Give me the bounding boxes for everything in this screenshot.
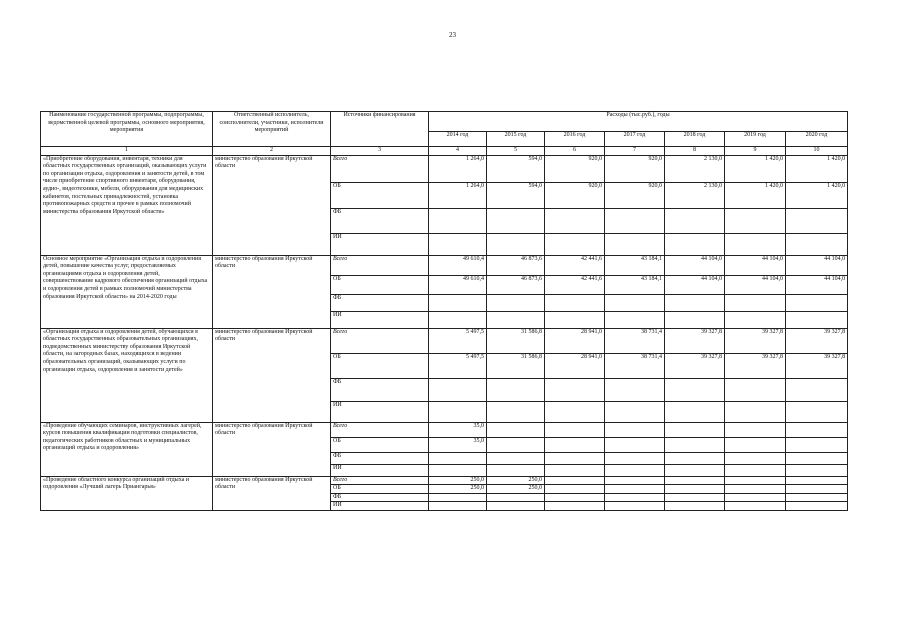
- amount-cell: [487, 437, 545, 452]
- amount-cell: 39 327,8: [786, 353, 848, 378]
- amount-cell: 39 327,8: [725, 353, 786, 378]
- amount-cell: [545, 208, 605, 233]
- amount-cell: 1 264,0: [429, 155, 487, 182]
- header-year: 2017 год: [605, 132, 665, 147]
- funding-source: ФБ: [331, 452, 429, 464]
- amount-cell: [786, 502, 848, 511]
- header-year: 2016 год: [545, 132, 605, 147]
- expenses-table: [40, 111, 848, 511]
- amount-cell: [545, 493, 605, 502]
- funding-source: ОБ: [331, 485, 429, 494]
- header-executor: Ответственный исполнитель, соисполнители, участники, исполнители мероприятий: [213, 112, 331, 147]
- amount-cell: 35,0: [429, 422, 487, 437]
- amount-cell: [725, 437, 786, 452]
- amount-cell: 46 873,6: [487, 275, 545, 294]
- amount-cell: 2 130,0: [665, 182, 725, 208]
- amount-cell: 1 420,0: [725, 155, 786, 182]
- funding-source: ОБ: [331, 275, 429, 294]
- amount-cell: [487, 502, 545, 511]
- amount-cell: [487, 493, 545, 502]
- funding-source: Всего: [331, 255, 429, 275]
- amount-cell: [545, 401, 605, 422]
- amount-cell: 594,0: [487, 155, 545, 182]
- amount-cell: 44 104,0: [725, 275, 786, 294]
- amount-cell: [665, 208, 725, 233]
- funding-source: ИИ: [331, 311, 429, 328]
- program-name: «Проведение областного конкурса организаций отдыха и оздоровления «Лучший лагерь Приангарья»: [41, 476, 213, 510]
- column-numbers-row: [41, 147, 848, 156]
- amount-cell: 44 104,0: [725, 255, 786, 275]
- amount-cell: [605, 452, 665, 464]
- amount-cell: 42 441,6: [545, 255, 605, 275]
- amount-cell: [605, 401, 665, 422]
- amount-cell: [605, 464, 665, 476]
- amount-cell: [665, 502, 725, 511]
- column-number: 1: [41, 147, 213, 156]
- amount-cell: [487, 422, 545, 437]
- amount-cell: [725, 311, 786, 328]
- funding-source: ОБ: [331, 182, 429, 208]
- amount-cell: [786, 485, 848, 494]
- amount-cell: [429, 493, 487, 502]
- table-row: [41, 328, 848, 353]
- table-row: [41, 476, 848, 485]
- amount-cell: [605, 502, 665, 511]
- amount-cell: 5 497,5: [429, 328, 487, 353]
- header-name: Наименование государственной программы, подпрограммы, ведомственной целевой программы, основного мероприятия, мероприятия: [41, 112, 213, 147]
- amount-cell: 5 497,5: [429, 353, 487, 378]
- amount-cell: [725, 502, 786, 511]
- amount-cell: [725, 401, 786, 422]
- amount-cell: [545, 437, 605, 452]
- amount-cell: 1 420,0: [786, 155, 848, 182]
- amount-cell: [429, 464, 487, 476]
- amount-cell: [786, 208, 848, 233]
- amount-cell: [429, 294, 487, 311]
- amount-cell: 250,0: [429, 485, 487, 494]
- funding-source: ФБ: [331, 378, 429, 401]
- amount-cell: 49 610,4: [429, 275, 487, 294]
- column-number: 4: [429, 147, 487, 156]
- amount-cell: [665, 437, 725, 452]
- amount-cell: 39 327,8: [665, 328, 725, 353]
- amount-cell: 31 586,8: [487, 353, 545, 378]
- amount-cell: [786, 476, 848, 485]
- amount-cell: [487, 311, 545, 328]
- amount-cell: 44 104,0: [786, 275, 848, 294]
- executor: министерство образования Иркутской области: [213, 422, 331, 476]
- amount-cell: [725, 452, 786, 464]
- funding-source: ИИ: [331, 401, 429, 422]
- amount-cell: 46 873,6: [487, 255, 545, 275]
- funding-source: Всего: [331, 422, 429, 437]
- header-source: Источники финансирования: [331, 112, 429, 147]
- amount-cell: [605, 378, 665, 401]
- amount-cell: 39 327,8: [786, 328, 848, 353]
- amount-cell: 43 184,1: [605, 255, 665, 275]
- amount-cell: [725, 485, 786, 494]
- amount-cell: [545, 294, 605, 311]
- column-number: 8: [665, 147, 725, 156]
- funding-source: ФБ: [331, 294, 429, 311]
- amount-cell: [605, 476, 665, 485]
- amount-cell: [665, 452, 725, 464]
- amount-cell: [429, 401, 487, 422]
- executor: министерство образования Иркутской области: [213, 476, 331, 510]
- amount-cell: [786, 311, 848, 328]
- program-name: «Проведение обучающих семинаров, инструктивных лагерей, курсов повышения квалификации подготовки специалистов, педагогических работников областных и муниципальных организаций отдыха и оздоровления»: [41, 422, 213, 476]
- amount-cell: [605, 493, 665, 502]
- amount-cell: [605, 233, 665, 255]
- amount-cell: [786, 378, 848, 401]
- table-body: [41, 155, 848, 510]
- amount-cell: 594,0: [487, 182, 545, 208]
- amount-cell: [665, 401, 725, 422]
- column-number: 9: [725, 147, 786, 156]
- amount-cell: [429, 311, 487, 328]
- amount-cell: [545, 422, 605, 437]
- amount-cell: 28 941,0: [545, 328, 605, 353]
- column-number: 7: [605, 147, 665, 156]
- amount-cell: [725, 378, 786, 401]
- amount-cell: 35,0: [429, 437, 487, 452]
- amount-cell: [487, 452, 545, 464]
- column-number: 2: [213, 147, 331, 156]
- amount-cell: 920,0: [545, 182, 605, 208]
- funding-source: ФБ: [331, 493, 429, 502]
- amount-cell: [605, 311, 665, 328]
- amount-cell: 49 610,4: [429, 255, 487, 275]
- amount-cell: 38 731,4: [605, 353, 665, 378]
- funding-source: Всего: [331, 155, 429, 182]
- amount-cell: 920,0: [545, 155, 605, 182]
- amount-cell: 31 586,8: [487, 328, 545, 353]
- amount-cell: [786, 464, 848, 476]
- column-number: 5: [487, 147, 545, 156]
- amount-cell: [545, 476, 605, 485]
- funding-source: ИИ: [331, 233, 429, 255]
- funding-source: ОБ: [331, 353, 429, 378]
- amount-cell: [429, 452, 487, 464]
- executor: министерство образования Иркутской области: [213, 255, 331, 328]
- funding-source: ФБ: [331, 208, 429, 233]
- table-row: [41, 422, 848, 437]
- amount-cell: [725, 464, 786, 476]
- amount-cell: [545, 452, 605, 464]
- amount-cell: [429, 233, 487, 255]
- amount-cell: 28 941,0: [545, 353, 605, 378]
- program-name: «Приобретение оборудования, инвентаря, техники для областных государственных организаций, оказывающих услуги по организации отдыха, оздоровления и занятости детей, в том числе приобретение спортивного инвентаря, оборудования, аудио-, видеотехники, мебели, оборудования для медицинских кабинетов, постельных принадлежностей, установка противопожарных средств и прочее в рамках полномочий министерства образования Иркутской области»: [41, 155, 213, 255]
- amount-cell: [487, 233, 545, 255]
- amount-cell: 44 104,0: [665, 275, 725, 294]
- amount-cell: [429, 208, 487, 233]
- header-year: 2015 год: [487, 132, 545, 147]
- amount-cell: 43 184,1: [605, 275, 665, 294]
- amount-cell: 1 264,0: [429, 182, 487, 208]
- amount-cell: 38 731,4: [605, 328, 665, 353]
- amount-cell: [487, 378, 545, 401]
- amount-cell: 250,0: [487, 476, 545, 485]
- amount-cell: [605, 294, 665, 311]
- amount-cell: 250,0: [429, 476, 487, 485]
- amount-cell: [605, 485, 665, 494]
- amount-cell: [665, 233, 725, 255]
- header-year: 2020 год: [786, 132, 848, 147]
- amount-cell: 250,0: [487, 485, 545, 494]
- header-year: 2018 год: [665, 132, 725, 147]
- amount-cell: [487, 208, 545, 233]
- amount-cell: [725, 422, 786, 437]
- program-name: «Организация отдыха и оздоровления детей, обучающихся в областных государственных образовательных организациях, подведомственных министерству образования Иркутской области, на загородных базах, находящихся в ведении образовательных организаций, оказывающих услуги по организации отдыха, оздоровления и занятости детей»: [41, 328, 213, 422]
- amount-cell: [665, 311, 725, 328]
- table-row: [41, 155, 848, 182]
- amount-cell: [786, 493, 848, 502]
- amount-cell: 44 104,0: [665, 255, 725, 275]
- amount-cell: [487, 294, 545, 311]
- column-number: 3: [331, 147, 429, 156]
- amount-cell: [725, 208, 786, 233]
- amount-cell: [545, 233, 605, 255]
- amount-cell: 44 104,0: [786, 255, 848, 275]
- amount-cell: [665, 378, 725, 401]
- amount-cell: [725, 476, 786, 485]
- amount-cell: 42 441,6: [545, 275, 605, 294]
- amount-cell: [725, 493, 786, 502]
- amount-cell: [665, 294, 725, 311]
- amount-cell: [429, 502, 487, 511]
- funding-source: ИИ: [331, 502, 429, 511]
- executor: министерство образования Иркутской области: [213, 328, 331, 422]
- amount-cell: 39 327,8: [665, 353, 725, 378]
- amount-cell: [725, 233, 786, 255]
- amount-cell: [487, 401, 545, 422]
- amount-cell: [665, 422, 725, 437]
- amount-cell: [605, 437, 665, 452]
- executor: министерство образования Иркутской области: [213, 155, 331, 255]
- table-row: [41, 255, 848, 275]
- funding-source: ИИ: [331, 464, 429, 476]
- amount-cell: [665, 493, 725, 502]
- amount-cell: 39 327,8: [725, 328, 786, 353]
- amount-cell: [786, 294, 848, 311]
- amount-cell: [545, 502, 605, 511]
- amount-cell: [665, 464, 725, 476]
- amount-cell: [429, 378, 487, 401]
- amount-cell: [786, 422, 848, 437]
- amount-cell: [665, 476, 725, 485]
- amount-cell: [545, 485, 605, 494]
- amount-cell: [786, 437, 848, 452]
- amount-cell: 920,0: [605, 182, 665, 208]
- amount-cell: [605, 208, 665, 233]
- column-number: 6: [545, 147, 605, 156]
- amount-cell: 920,0: [605, 155, 665, 182]
- amount-cell: [487, 464, 545, 476]
- funding-source: Всего: [331, 328, 429, 353]
- amount-cell: [665, 485, 725, 494]
- amount-cell: [545, 378, 605, 401]
- program-name: Основное мероприятие «Организация отдыха и оздоровления детей, повышение качества услуг, предоставляемых организациями отдыха и оздоровления детей, совершенствование кадрового обеспечения организаций отдыха и оздоровления детей в рамках полномочий министерства образования Иркутской области» на 2014-2020 годы: [41, 255, 213, 328]
- header-year: 2014 год: [429, 132, 487, 147]
- amount-cell: 1 420,0: [786, 182, 848, 208]
- amount-cell: [786, 401, 848, 422]
- header-expenses: Расходы (тыс.руб.), годы: [429, 112, 848, 132]
- page-number: 23: [449, 31, 456, 39]
- amount-cell: [605, 422, 665, 437]
- amount-cell: [545, 464, 605, 476]
- funding-source: Всего: [331, 476, 429, 485]
- funding-source: ОБ: [331, 437, 429, 452]
- amount-cell: [725, 294, 786, 311]
- header-year: 2019 год: [725, 132, 786, 147]
- amount-cell: 2 130,0: [665, 155, 725, 182]
- amount-cell: 1 420,0: [725, 182, 786, 208]
- amount-cell: [786, 233, 848, 255]
- amount-cell: [786, 452, 848, 464]
- amount-cell: [545, 311, 605, 328]
- column-number: 10: [786, 147, 848, 156]
